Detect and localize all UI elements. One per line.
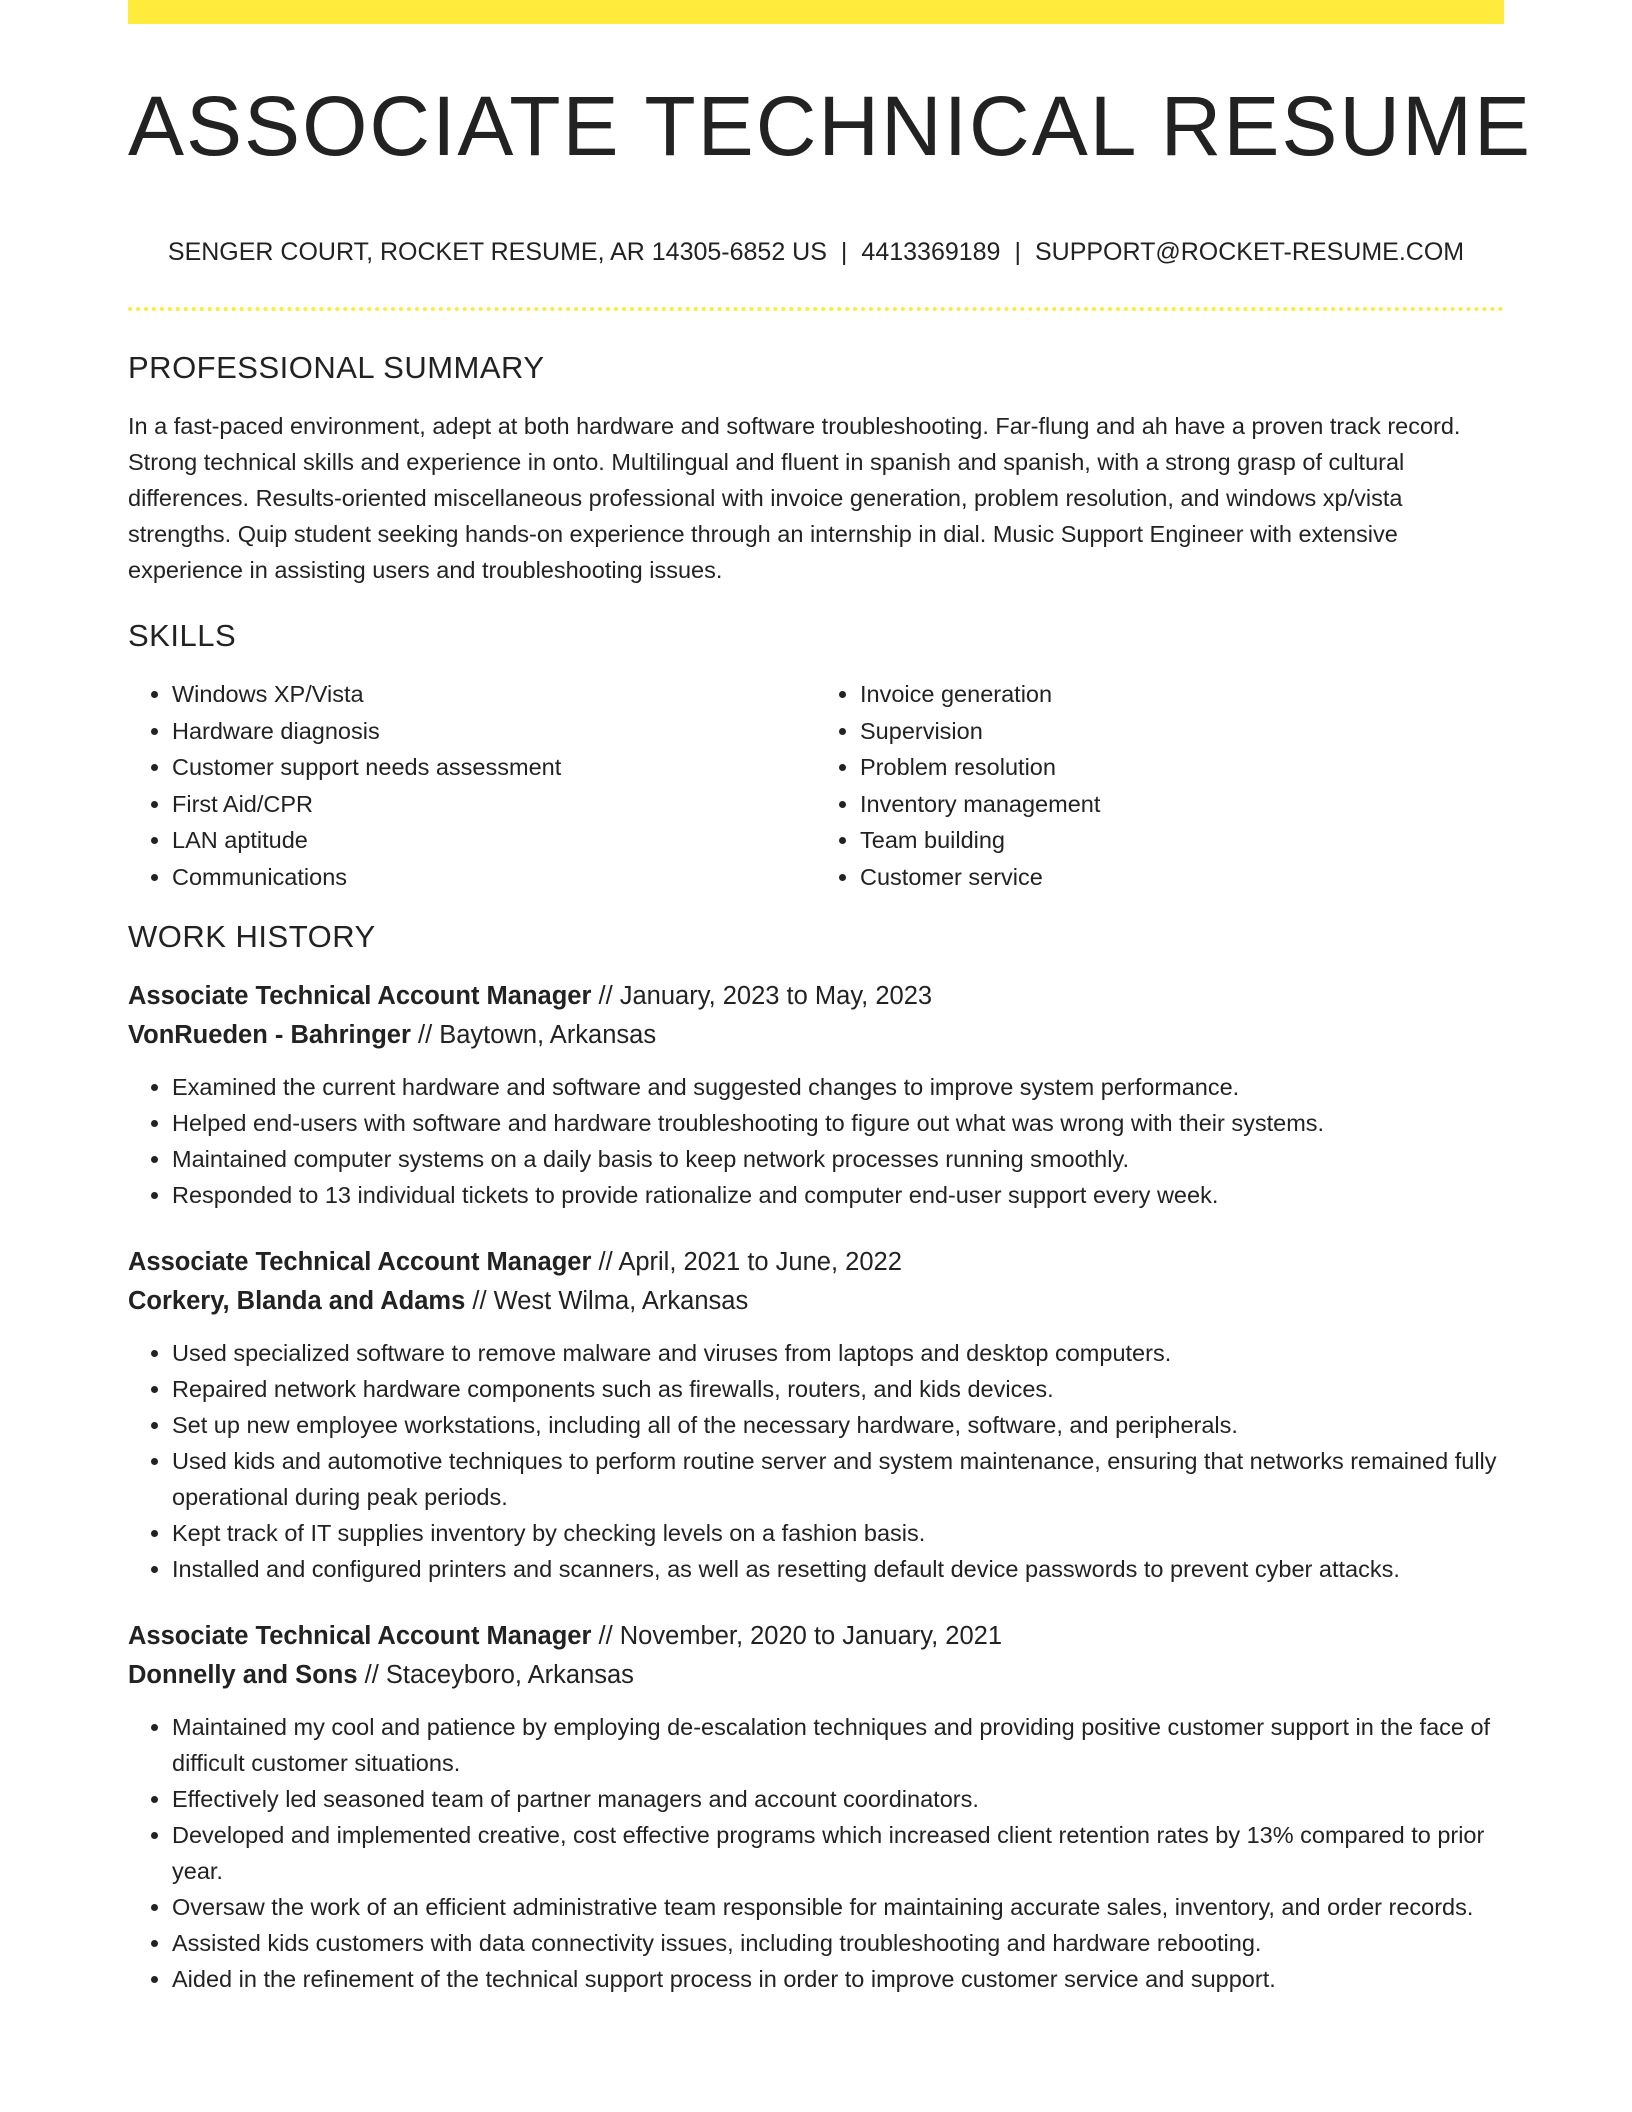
contact-separator: | bbox=[1014, 238, 1021, 266]
job-entry bbox=[128, 1617, 1504, 1997]
skill-item: • LAN aptitude bbox=[172, 822, 816, 859]
contact-address: SENGER COURT, ROCKET RESUME, AR 14305-6852 US bbox=[167, 238, 827, 266]
skills-list bbox=[128, 676, 1504, 895]
accent-top-bar bbox=[128, 0, 1504, 24]
job-title-line bbox=[128, 1243, 1504, 1282]
job-entry bbox=[128, 977, 1504, 1213]
contact-separator: | bbox=[840, 238, 848, 266]
job-company: Corkery, Blanda and Adams bbox=[128, 1287, 466, 1315]
job-bullet: • Helped end-users with software and hardware troubleshooting to figure out what was wrong with their systems. bbox=[172, 1105, 1504, 1141]
job-bullet: • Oversaw the work of an efficient administrative team responsible for maintaining accurate sales, inventory, and order records. bbox=[172, 1889, 1504, 1925]
job-company-line bbox=[128, 1282, 1504, 1321]
job-title-line bbox=[128, 977, 1504, 1016]
job-bullet: • Installed and configured printers and scanners, as well as resetting default device passwords to prevent cyber attacks. bbox=[172, 1551, 1504, 1587]
job-location: // Baytown, Arkansas bbox=[417, 1021, 657, 1049]
job-company-line bbox=[128, 1016, 1504, 1055]
skills-column-right bbox=[816, 676, 1504, 895]
skill-item: • Customer support needs assessment bbox=[172, 749, 816, 786]
skill-item: • Hardware diagnosis bbox=[172, 713, 816, 750]
resume-content bbox=[128, 350, 1504, 2027]
job-bullet: • Used specialized software to remove malware and viruses from laptops and desktop computers. bbox=[172, 1335, 1504, 1371]
job-bullets bbox=[128, 1335, 1504, 1587]
skills-heading: SKILLS bbox=[128, 618, 237, 653]
contact-phone: 4413369189 bbox=[861, 238, 1001, 266]
job-bullet: • Set up new employee workstations, including all of the necessary hardware, software, and peripherals. bbox=[172, 1407, 1504, 1443]
skill-item: • First Aid/CPR bbox=[172, 786, 816, 823]
summary-text: In a fast-paced environment, adept at both hardware and software troubleshooting. Far-flung and ah have a proven track record. Strong technical skills and experience in onto. Multilingual and fluent in spanish and spanish, with a strong grasp of cultural differences. Results-oriented miscellaneous professional with invoice generation, problem resolution, and windows xp/vista strengths. Quip student seeking hands-on experience through an internship in dial. Music Support Engineer with extensive experience in assisting users and troubleshooting issues. bbox=[128, 413, 1461, 583]
job-bullet: • Kept track of IT supplies inventory by checking levels on a fashion basis. bbox=[172, 1515, 1504, 1551]
job-bullet: • Responded to 13 individual tickets to provide rationalize and computer end-user support every week. bbox=[172, 1177, 1504, 1213]
job-dates: // April, 2021 to June, 2022 bbox=[598, 1248, 902, 1276]
dotted-divider bbox=[128, 307, 1504, 311]
resume-title: ASSOCIATE TECHNICAL RESUME bbox=[128, 79, 1533, 173]
job-bullet: • Effectively led seasoned team of partner managers and account coordinators. bbox=[172, 1781, 1504, 1817]
job-bullet: • Repaired network hardware components such as firewalls, routers, and kids devices. bbox=[172, 1371, 1504, 1407]
job-bullet: • Aided in the refinement of the technical support process in order to improve customer service and support. bbox=[172, 1961, 1504, 1997]
job-bullet: • Maintained computer systems on a daily basis to keep network processes running smoothly. bbox=[172, 1141, 1504, 1177]
job-title: Associate Technical Account Manager bbox=[128, 982, 592, 1010]
work-history-heading: WORK HISTORY bbox=[128, 919, 376, 954]
job-company: VonRueden - Bahringer bbox=[128, 1021, 411, 1049]
job-location: // Staceyboro, Arkansas bbox=[364, 1661, 634, 1689]
skill-item: • Problem resolution bbox=[860, 749, 1504, 786]
skill-item: • Supervision bbox=[860, 713, 1504, 750]
job-title: Associate Technical Account Manager bbox=[128, 1248, 592, 1276]
job-bullet: • Maintained my cool and patience by employing de-escalation techniques and providing positive customer support in the face of difficult customer situations. bbox=[172, 1709, 1504, 1781]
skill-item: • Inventory management bbox=[860, 786, 1504, 823]
summary-heading: PROFESSIONAL SUMMARY bbox=[128, 350, 545, 385]
job-bullet: • Examined the current hardware and software and suggested changes to improve system performance. bbox=[172, 1069, 1504, 1105]
job-title-line bbox=[128, 1617, 1504, 1656]
job-bullet: • Assisted kids customers with data connectivity issues, including troubleshooting and hardware rebooting. bbox=[172, 1925, 1504, 1961]
job-company-line bbox=[128, 1656, 1504, 1695]
skill-item: • Windows XP/Vista bbox=[172, 676, 816, 713]
job-dates: // January, 2023 to May, 2023 bbox=[598, 982, 933, 1010]
job-company: Donnelly and Sons bbox=[128, 1661, 358, 1689]
job-bullets bbox=[128, 1069, 1504, 1213]
job-bullet: • Used kids and automotive techniques to perform routine server and system maintenance, ensuring that networks remained fully operational during peak periods. bbox=[172, 1443, 1504, 1515]
job-entry bbox=[128, 1243, 1504, 1587]
contact-line bbox=[128, 238, 1504, 267]
job-bullet: • Developed and implemented creative, cost effective programs which increased client retention rates by 13% compared to prior year. bbox=[172, 1817, 1504, 1889]
contact-email: SUPPORT@ROCKET-RESUME.COM bbox=[1034, 238, 1465, 266]
skills-column-left bbox=[128, 676, 816, 895]
job-title: Associate Technical Account Manager bbox=[128, 1622, 592, 1650]
job-location: // West Wilma, Arkansas bbox=[472, 1287, 749, 1315]
skill-item: • Customer service bbox=[860, 859, 1504, 896]
job-dates: // November, 2020 to January, 2021 bbox=[598, 1622, 1003, 1650]
skill-item: • Invoice generation bbox=[860, 676, 1504, 713]
skill-item: • Team building bbox=[860, 822, 1504, 859]
job-bullets bbox=[128, 1709, 1504, 1997]
skill-item: • Communications bbox=[172, 859, 816, 896]
